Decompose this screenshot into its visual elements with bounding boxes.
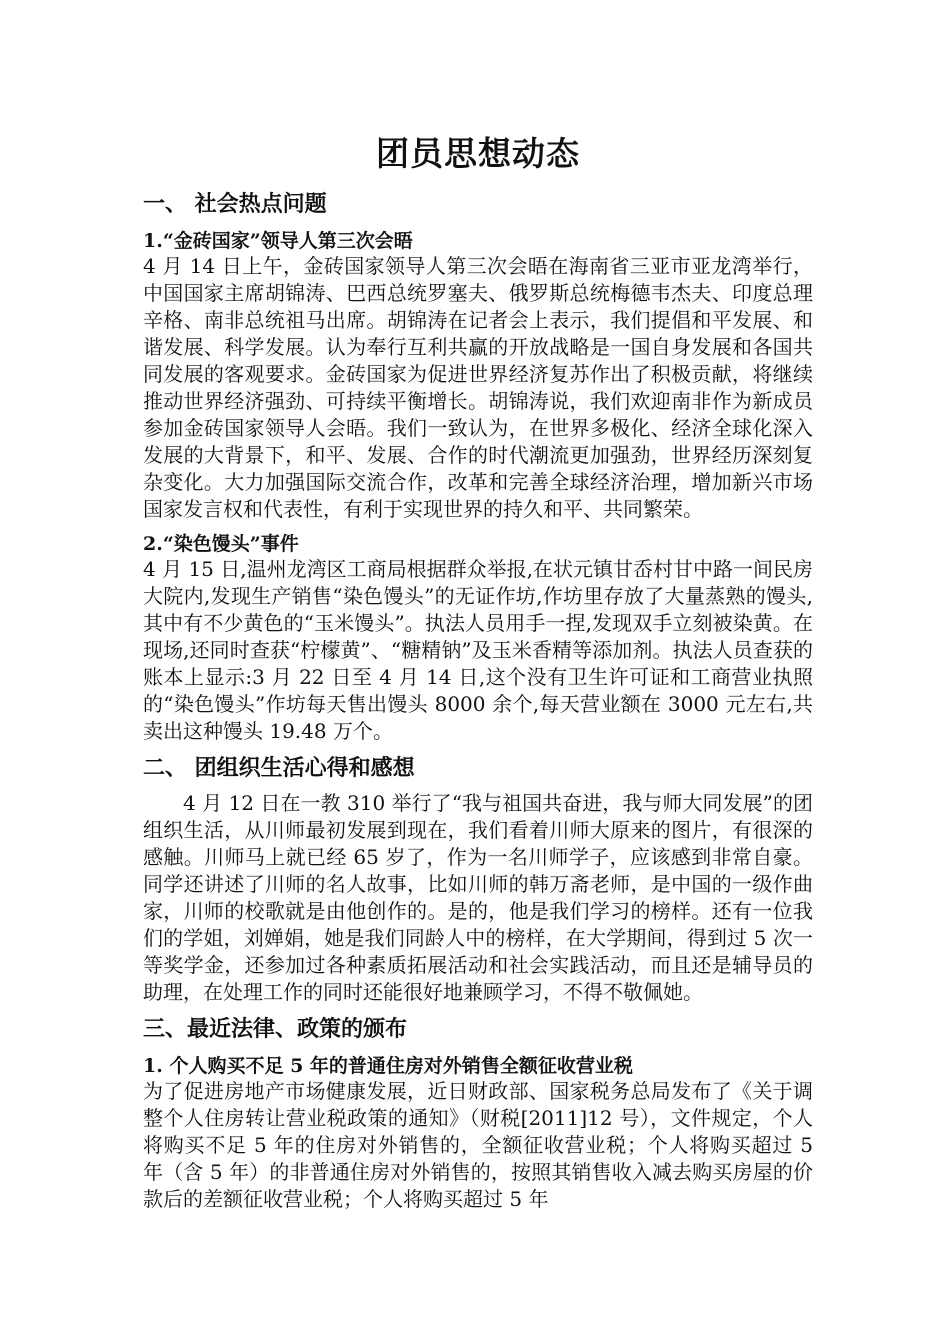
document-content bbox=[143, 128, 813, 1219]
section-heading-social-hotspots: 一、 社会热点问题 bbox=[143, 191, 327, 217]
paragraph-brics: 4 月 14 日上午，金砖国家领导人第三次会晤在海南省三亚市亚龙湾举行，中国国家主席胡锦涛、巴西总统罗塞夫、俄罗斯总统梅德韦杰夫、印度总理辛格、南非总统祖马出席。胡锦涛在记者会上表示，我们提倡和平发展、和谐发展、科学发展。认为奉行互利共赢的开放战略是一国自身发展和各国共同发展的客观要求。金砖国家为促进世界经济复苏作出了积极贡献，将继续推动世界经济强劲、可持续平衡增长。胡锦涛说，我们欢迎南非作为新成员参加金砖国家领导人会晤。我们一致认为，在世界多极化、经济全球化深入发展的大背景下，和平、发展、合作的时代潮流更加强劲，世界经历深刻复杂变化。大力加强国际交流合作，改革和完善全球经济治理，增加新兴市场国家发言权和代表性，有利于实现世界的持久和平、共同繁荣。 bbox=[143, 254, 813, 521]
subsection-heading-dyed-buns: 2.“染色馒头”事件 bbox=[143, 533, 299, 555]
subsection-heading-housing-tax: 1. 个人购买不足 5 年的普通住房对外销售全额征收营业税 bbox=[143, 1055, 633, 1077]
paragraph-housing-tax: 为了促进房地产市场健康发展，近日财政部、国家税务总局发布了《关于调整个人住房转让营业税政策的通知》（财税[2011]12 号），文件规定，个人将购买不足 5 年的住房对外销售的，全额征收营业税；个人将购买超过 5 年（含 5 年）的非普通住房对外销售的，按照其销售收入减去购买房屋的价款后的差额征收营业税；个人将购买超过 5 年 bbox=[143, 1079, 813, 1211]
paragraph-dyed-buns: 4 月 15 日,温州龙湾区工商局根据群众举报,在状元镇甘岙村甘中路一间民房大院内,发现生产销售“染色馒头”的无证作坊,作坊里存放了大量蒸熟的馒头,其中有不少黄色的“玉米馒头”。执法人员用手一捏,发现双手立刻被染黄。在现场,还同时查获“柠檬黄”、“糖精钠”及玉米香精等添加剂。执法人员查获的账本上显示:3 月 22 日至 4 月 14 日,这个没有卫生许可证和工商营业执照的“染色馒头”作坊每天售出馒头 8000 余个,每天营业额在 3000 元左右,共卖出这种馒头 19.48 万个。 bbox=[143, 557, 813, 743]
subsection-heading-brics: 1.“金砖国家”领导人第三次会晤 bbox=[143, 230, 413, 252]
section-heading-laws-policies: 三、最近法律、政策的颁布 bbox=[143, 1016, 408, 1042]
section-heading-league-activity: 二、 团组织生活心得和感想 bbox=[143, 755, 415, 781]
paragraph-league-activity: 4 月 12 日在一教 310 举行了“我与祖国共奋进，我与师大同发展”的团组织生活，从川师最初发展到现在，我们看着川师大原来的图片，有很深的感触。川师马上就已经 65 岁了，作为一名川师学子，应该感到非常自豪。同学还讲述了川师的名人故事，比如川师的韩万斋老师，是中国的一级作曲家，川师的校歌就是由他创作的。是的，他是我们学习的榜样。还有一位我们的学姐，刘婵娟，她是我们同龄人中的榜样，在大学期间，得到过 5 次一等奖学金，还参加过各种素质拓展活动和社会实践活动，而且还是辅导员的助理，在处理工作的同时还能很好地兼顾学习，不得不敬佩她。 bbox=[143, 791, 813, 1004]
document-title: 团员思想动态 bbox=[376, 134, 580, 173]
